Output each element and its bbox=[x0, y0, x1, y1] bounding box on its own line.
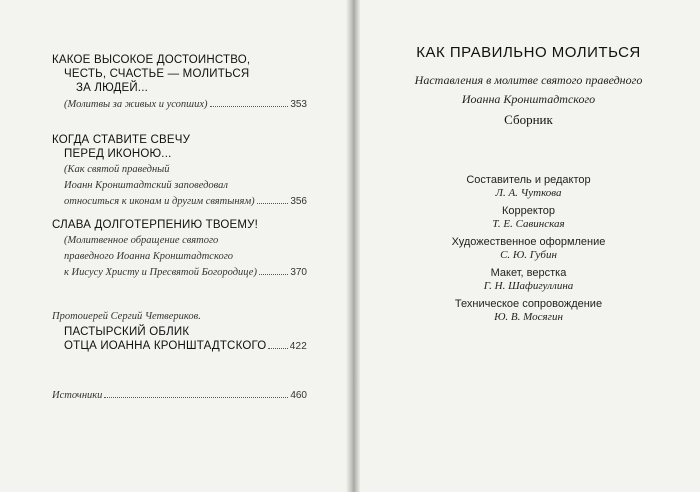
right-page-title-page bbox=[357, 0, 700, 492]
toc-page-number: 353 bbox=[290, 99, 307, 110]
book-title: КАК ПРАВИЛЬНО МОЛИТЬСЯ bbox=[416, 44, 641, 61]
toc-description-line: Иоанн Кронштадтский заповедовал bbox=[64, 180, 228, 191]
credit-item bbox=[357, 174, 700, 200]
credit-role: Техническое сопровождение bbox=[454, 298, 603, 310]
credit-name: Л. А. Чуткова bbox=[495, 187, 562, 199]
credit-item bbox=[357, 236, 700, 262]
toc-title-line: СЛАВА ДОЛГОТЕРПЕНИЮ ТВОЕМУ! bbox=[52, 219, 259, 231]
toc-description-line: (Как святой праведный bbox=[64, 164, 170, 175]
toc-entry-title bbox=[52, 325, 307, 354]
toc-sources-entry bbox=[52, 388, 307, 404]
book-subtitle bbox=[357, 71, 700, 109]
credit-role: Составитель и редактор bbox=[466, 174, 591, 186]
credit-name: Г. Н. Шафигуллина bbox=[483, 280, 574, 292]
toc-entry-description bbox=[52, 97, 307, 113]
toc-leader-line bbox=[52, 339, 307, 354]
toc-page-number: 422 bbox=[289, 341, 307, 352]
toc-page-number: 356 bbox=[290, 196, 307, 207]
credit-item bbox=[357, 267, 700, 293]
toc-author: Протоиерей Сергий Четвериков. bbox=[52, 311, 201, 322]
dot-leader bbox=[268, 348, 287, 349]
toc-entry-description bbox=[52, 388, 307, 404]
toc-title-line: КОГДА СТАВИТЕ СВЕЧУ bbox=[52, 134, 191, 146]
toc-page-number: 370 bbox=[290, 267, 307, 278]
subtitle-line: Иоанна Кронштадтского bbox=[461, 92, 596, 106]
subtitle-line: Наставления в молитве святого праведного bbox=[414, 73, 643, 87]
credit-item bbox=[357, 298, 700, 324]
dot-leader bbox=[104, 397, 288, 398]
dot-leader bbox=[257, 203, 289, 204]
credit-name: Т. Е. Савинская bbox=[492, 218, 565, 230]
toc-description-line: относиться к иконам и другим святыням) bbox=[64, 196, 255, 207]
toc-description-line: праведного Иоанна Кронштадтского bbox=[64, 251, 234, 262]
credit-role: Макет, верстка bbox=[490, 267, 567, 279]
book-spine-gutter bbox=[346, 0, 360, 492]
toc-leader-line bbox=[52, 388, 307, 404]
toc-entry bbox=[52, 133, 307, 210]
toc-description-line: к Иисусу Христу и Пресвятой Богородице) bbox=[64, 267, 257, 278]
toc-entry bbox=[52, 218, 307, 281]
toc-title-line: ОТЦА ИОАННА КРОНШТАДТСКОГО bbox=[64, 340, 267, 352]
credit-item bbox=[357, 205, 700, 231]
toc-leader-line bbox=[52, 194, 307, 210]
toc-title-line: ЧЕСТЬ, СЧАСТЬЕ — МОЛИТЬСЯ bbox=[64, 68, 250, 80]
toc-title-line: ПАСТЫРСКИЙ ОБЛИК bbox=[64, 326, 190, 338]
toc-sources-label: Источники bbox=[52, 390, 103, 401]
toc-entry-description bbox=[52, 162, 307, 210]
toc-entry-title bbox=[52, 133, 307, 161]
toc-title-line: ПЕРЕД ИКОНОЮ... bbox=[64, 148, 172, 160]
credit-role: Корректор bbox=[502, 205, 555, 217]
book-type: Сборник bbox=[504, 112, 553, 127]
credit-name: С. Ю. Губин bbox=[500, 249, 557, 261]
dot-leader bbox=[259, 274, 288, 275]
credits bbox=[357, 174, 700, 324]
toc-entry bbox=[52, 53, 307, 113]
toc-page-number: 460 bbox=[290, 390, 307, 401]
toc-title-line: ЗА ЛЮДЕЙ... bbox=[76, 82, 148, 94]
toc-description-line: (Молитвенное обращение святого bbox=[64, 235, 219, 246]
toc-entry-description bbox=[52, 233, 307, 281]
dot-leader bbox=[210, 106, 289, 107]
credit-name: Ю. В. Мосягин bbox=[494, 311, 563, 323]
credit-role: Художественное оформление bbox=[451, 236, 606, 248]
toc-entry-title bbox=[52, 53, 307, 95]
toc-title-line: КАКОЕ ВЫСОКОЕ ДОСТОИНСТВО, bbox=[52, 54, 251, 66]
toc-leader-line bbox=[52, 265, 307, 281]
toc-entry-title bbox=[52, 218, 307, 232]
toc-leader-line bbox=[52, 97, 307, 113]
toc-description-line: (Молитвы за живых и усопших) bbox=[64, 99, 208, 110]
toc-author-entry bbox=[52, 309, 307, 354]
